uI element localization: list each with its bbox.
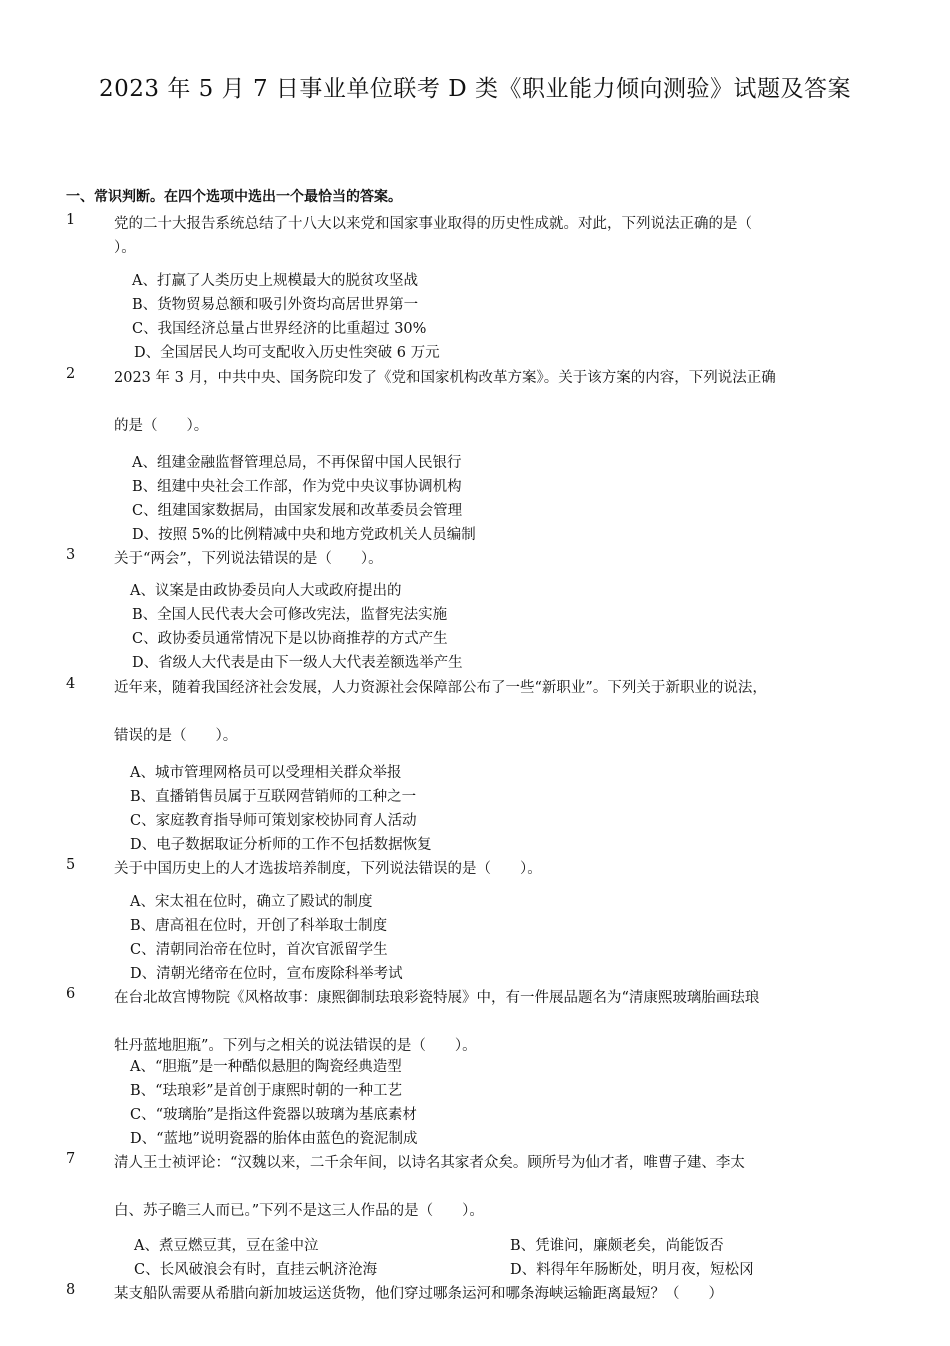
- option-d: D、料得年年肠断处，明月夜，短松冈: [510, 1262, 754, 1278]
- option-d: D、全国居民人均可支配收入历史性突破 6 万元: [134, 345, 440, 361]
- option-a: A、城市管理网格员可以受理相关群众举报: [130, 765, 402, 781]
- option-b: B、全国人民代表大会可修改宪法，监督宪法实施: [132, 607, 448, 623]
- option-d: D、省级人大代表是由下一级人大代表差额选举产生: [132, 655, 463, 671]
- question-number: 3: [66, 547, 76, 563]
- option-b: B、直播销售员属于互联网营销师的工种之一: [130, 789, 417, 805]
- stem-line: 的是（ ）。: [114, 418, 209, 434]
- question-number: 2: [66, 366, 76, 382]
- question-stem: [114, 986, 866, 1058]
- option-c: C、长风破浪会有时，直挂云帆济沧海: [134, 1262, 378, 1278]
- option-d: D、电子数据取证分析师的工作不包括数据恢复: [130, 837, 432, 853]
- question-stem: [114, 366, 866, 438]
- stem-line: 党的二十大报告系统总结了十八大以来党和国家事业取得的历史性成就。对此，下列说法正确的是（: [114, 216, 752, 232]
- question-number: 7: [66, 1151, 76, 1167]
- option-a: A、煮豆燃豆萁，豆在釜中泣: [134, 1238, 319, 1254]
- question-stem: [114, 1151, 866, 1223]
- question-number: 1: [66, 212, 76, 228]
- option-c: C、清朝同治帝在位时，首次官派留学生: [130, 942, 388, 958]
- question-stem: [114, 212, 866, 260]
- option-c: C、“玻璃胎”是指这件瓷器以玻璃为基底素材: [130, 1107, 417, 1123]
- option-b: B、凭谁问，廉颇老矣，尚能饭否: [510, 1238, 724, 1254]
- question-stem: [114, 547, 866, 571]
- question-stem: [114, 676, 866, 748]
- stem-line: 错误的是（ ）。: [114, 728, 238, 744]
- section-heading: 一、常识判断。在四个选项中选出一个最恰当的答案。: [66, 189, 402, 205]
- option-a: A、组建金融监督管理总局，不再保留中国人民银行: [132, 455, 462, 471]
- option-c: C、家庭教育指导师可策划家校协同育人活动: [130, 813, 417, 829]
- option-b: B、组建中央社会工作部，作为党中央议事协调机构: [132, 479, 462, 495]
- option-b: B、唐高祖在位时，开创了科举取士制度: [130, 918, 388, 934]
- stem-line: 某支船队需要从希腊向新加坡运送货物，他们穿过哪条运河和哪条海峡运输距离最短？（ ）: [114, 1286, 723, 1302]
- stem-line: ）。: [114, 240, 136, 256]
- document-title: 2023 年 5 月 7 日事业单位联考 D 类《职业能力倾向测验》试题及答案: [99, 76, 851, 102]
- stem-line: 在台北故宫博物院《风格故事：康熙御制珐琅彩瓷特展》中，有一件展品题名为“清康熙玻璃胎画珐琅: [114, 990, 760, 1006]
- question-stem: [114, 1282, 866, 1306]
- question-number: 5: [66, 857, 76, 873]
- stem-line: 关于“两会”，下列说法错误的是（ ）。: [114, 551, 383, 567]
- question-number: 8: [66, 1282, 76, 1298]
- stem-line: 2023 年 3 月，中共中央、国务院印发了《党和国家机构改革方案》。关于该方案的内容，下列说法正确: [114, 370, 776, 386]
- option-c: C、组建国家数据局，由国家发展和改革委员会管理: [132, 503, 463, 519]
- option-c: C、政协委员通常情况下是以协商推荐的方式产生: [132, 631, 448, 647]
- option-a: A、议案是由政协委员向人大或政府提出的: [130, 583, 402, 599]
- stem-line: 关于中国历史上的人才选拔培养制度，下列说法错误的是（ ）。: [114, 861, 542, 877]
- option-a: A、打赢了人类历史上规模最大的脱贫攻坚战: [132, 273, 418, 289]
- question-number: 4: [66, 676, 76, 692]
- option-d: D、清朝光绪帝在位时，宣布废除科举考试: [130, 966, 403, 982]
- question-stem: [114, 857, 866, 881]
- option-c: C、我国经济总量占世界经济的比重超过 30%: [132, 321, 427, 337]
- stem-line: 白、苏子瞻三人而已。”下列不是这三人作品的是（ ）。: [114, 1203, 484, 1219]
- stem-line: 近年来，随着我国经济社会发展，人力资源社会保障部公布了一些“新职业”。下列关于新职业的说法，: [114, 680, 767, 696]
- option-a: A、宋太祖在位时，确立了殿试的制度: [130, 894, 373, 910]
- stem-line: 牡丹蓝地胆瓶”。下列与之相关的说法错误的是（ ）。: [114, 1038, 477, 1054]
- option-b: B、“珐琅彩”是首创于康熙时朝的一种工艺: [130, 1083, 402, 1099]
- stem-line: 清人王士祯评论：“汉魏以来，二千余年间，以诗名其家者众矣。顾所号为仙才者，唯曹子建、李太: [114, 1155, 745, 1171]
- question-number: 6: [66, 986, 76, 1002]
- option-d: D、按照 5%的比例精减中央和地方党政机关人员编制: [132, 527, 476, 543]
- option-b: B、货物贸易总额和吸引外资均高居世界第一: [132, 297, 419, 313]
- option-a: A、“胆瓶”是一种酷似悬胆的陶瓷经典造型: [130, 1059, 402, 1075]
- option-d: D、“蓝地”说明瓷器的胎体由蓝色的瓷泥制成: [130, 1131, 418, 1147]
